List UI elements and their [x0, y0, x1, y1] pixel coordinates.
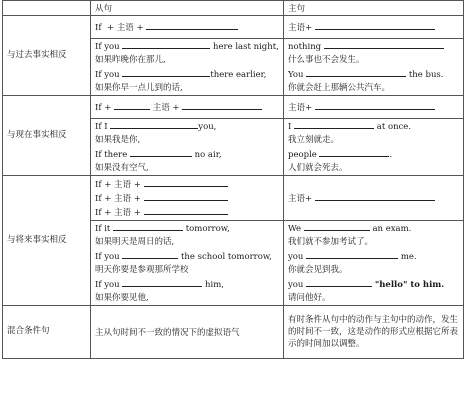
if-formula-present: If + 主语 + [91, 96, 284, 119]
main-formula-future: 主语+ [284, 176, 464, 221]
subjunctive-table [2, 0, 464, 359]
main-examples-future: We an exam. 我们就不参加考试了。 you me. 你就会见到我。 you "hello" to him. 请问他好。 [284, 221, 464, 306]
section-future-formula-row [3, 176, 464, 221]
main-formula-present: 主语+ [284, 96, 464, 119]
if-text-mixed: 主从句时间不一致的情况下的虚拟语气 [91, 306, 284, 359]
main-examples-past: nothing 什么事也不会发生。 You the bus. 你就会赶上那辆公共汽车。 [284, 39, 464, 96]
category-present: 与现在事实相反 [3, 96, 91, 176]
header-col1 [3, 1, 91, 16]
category-past: 与过去事实相反 [3, 16, 91, 96]
if-examples-future: If it tomorrow, 如果明天是周日的话, If you the school tomorrow, 明天你要是参观那所学校 If you him, 如果你要见他, [91, 221, 284, 306]
category-future: 与将来事实相反 [3, 176, 91, 306]
category-mixed: 混合条件句 [3, 306, 91, 359]
header-clause: 从句 [91, 1, 284, 16]
main-examples-present: I at once. 我立刻就走。 people . 人们就会死去。 [284, 119, 464, 176]
if-examples-past: If you here last night, 如果昨晚你在那儿, If you there earlier, 如果你早一点儿到的话, [91, 39, 284, 96]
header-main-clause: 主句 [284, 1, 464, 16]
if-formula-past: If + 主语 + [91, 16, 284, 39]
section-past-formula-row [3, 16, 464, 39]
section-mixed-row [3, 306, 464, 359]
section-present-formula-row [3, 96, 464, 119]
header-row [3, 1, 464, 16]
main-text-mixed: 有时条件从句中的动作与主句中的动作，发生的时间不一致，这是动作的形式应根据它所表示的时间加以调整。 [284, 306, 464, 359]
if-formula-future: If + 主语 + If + 主语 + If + 主语 + [91, 176, 284, 221]
if-examples-present: If I you, 如果我是你, If there no air, 如果没有空气, [91, 119, 284, 176]
main-formula-past: 主语+ [284, 16, 464, 39]
